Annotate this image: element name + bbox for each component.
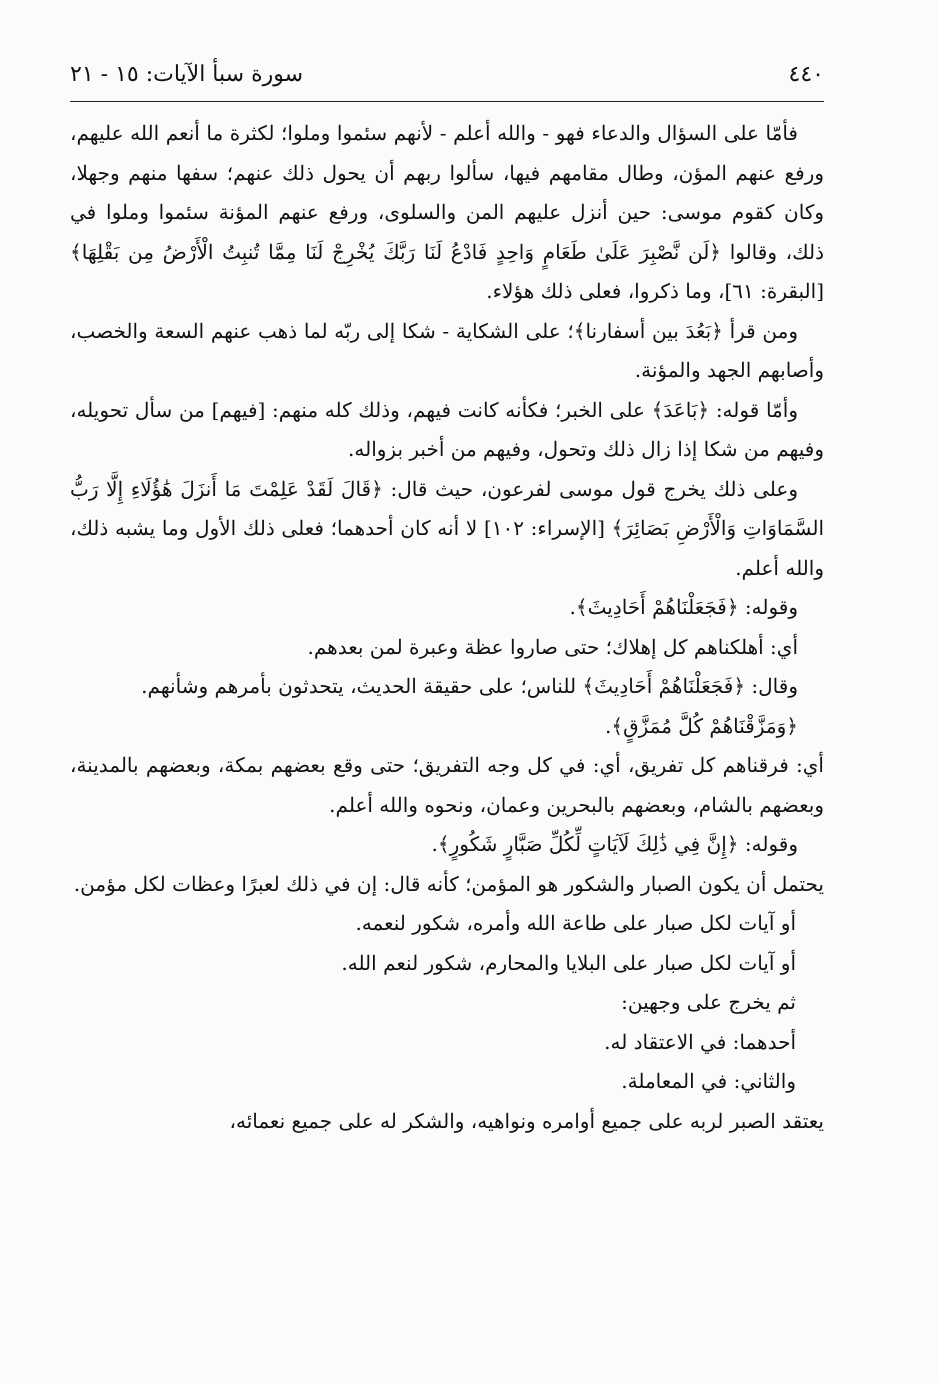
paragraph: وعلى ذلك يخرج قول موسى لفرعون، حيث قال: ﴿قَالَ لَقَدْ عَلِمْتَ مَا أَنزَلَ هَٰؤُلَاءِ إِلَّا رَبُّ السَّمَاوَاتِ وَالْأَرْضِ بَصَائِرَ﴾ [الإسراء: ١٠٢] لا أنه كان أحدهما؛ فعلى ذلك الأول وما يشبه ذلك، والله أعلم. (70, 476, 824, 580)
paragraph: وقوله: ﴿إِنَّ فِي ذَٰلِكَ لَآيَاتٍ لِّكُلِّ صَبَّارٍ شَكُورٍ﴾. (431, 832, 798, 856)
running-title: سورة سبأ الآيات: ١٥ - ٢١ (70, 62, 304, 87)
paragraph: أو آيات لكل صبار على البلايا والمحارم، شكور لنعم الله. (341, 950, 796, 975)
paragraph: يحتمل أن يكون الصبار والشكور هو المؤمن؛ كأنه قال: إن في ذلك لعبرًا وعظات لكل مؤمن. (73, 871, 824, 896)
header-rule (70, 101, 824, 102)
paragraph: وقال: ﴿فَجَعَلْنَاهُمْ أَحَادِيثَ﴾ للناس؛ على حقيقة الحديث، يتحدثون بأمرهم وشأنهم. (141, 674, 798, 698)
paragraph: أحدهما: في الاعتقاد له. (604, 1029, 796, 1054)
paragraph: والثاني: في المعاملة. (621, 1069, 796, 1093)
page-header (70, 62, 824, 96)
paragraph: أي: فرقناهم كل تفريق، أي: في كل وجه التفريق؛ حتى وقع بعضهم بمكة، وبعضهم بالمدينة، وبعضهم بالشام، وبعضهم بالبحرين وعمان، ونحوه والله أعلم. (70, 753, 824, 817)
paragraph: ومن قرأ ﴿بَعُدَ بين أسفارنا﴾؛ على الشكاية - شكا إلى ربّه لما ذهب عنهم السعة والخصب، وأصابهم الجهد والمؤنة. (70, 318, 824, 382)
paragraph: يعتقد الصبر لربه على جميع أوامره ونواهيه، والشكر له على جميع نعمائه، (229, 1108, 824, 1133)
paragraph: ﴿وَمَزَّقْنَاهُمْ كُلَّ مُمَزَّقٍ﴾. (605, 713, 798, 738)
page-number: ٤٤٠ (788, 62, 824, 87)
paragraph: وقوله: ﴿فَجَعَلْنَاهُمْ أَحَادِيثَ﴾. (569, 595, 798, 619)
paragraph: أو آيات لكل صبار على طاعة الله وأمره، شكور لنعمه. (355, 911, 796, 935)
page-body (70, 114, 824, 1141)
paragraph: وأمّا قوله: ﴿بَاعَدَ﴾ على الخبر؛ فكأنه كانت فيهم، وذلك كله منهم: [فيهم] من سأل تحويله، وفيهم من شكا إذا زال ذلك وتحول، وفيهم من أخبر بزواله. (70, 397, 824, 461)
paragraph: ثم يخرج على وجهين: (621, 990, 796, 1014)
paragraph: فأمّا على السؤال والدعاء فهو - والله أعلم - لأنهم سئموا وملوا؛ لكثرة ما أنعم الله عليهم، ورفع عنهم المؤن، وطال مقامهم فيها، سألوا ربهم أن يحول ذلك عنهم؛ سفها منهم وجهلا، وكان كقوم موسى: حين أنزل عليهم المن والسلوى، ورفع عنهم المؤنة سئموا وملوا في ذلك، وقالوا ﴿لَن نَّصْبِرَ عَلَىٰ طَعَامٍ وَاحِدٍ فَادْعُ لَنَا رَبَّكَ يُخْرِجْ لَنَا مِمَّا تُنبِتُ الْأَرْضُ مِن بَقْلِهَا﴾ [البقرة: ٦١]، وما ذكروا، فعلى ذلك هؤلاء. (70, 121, 824, 303)
paragraph: أي: أهلكناهم كل إهلاك؛ حتى صاروا عظة وعبرة لمن بعدهم. (307, 634, 798, 659)
